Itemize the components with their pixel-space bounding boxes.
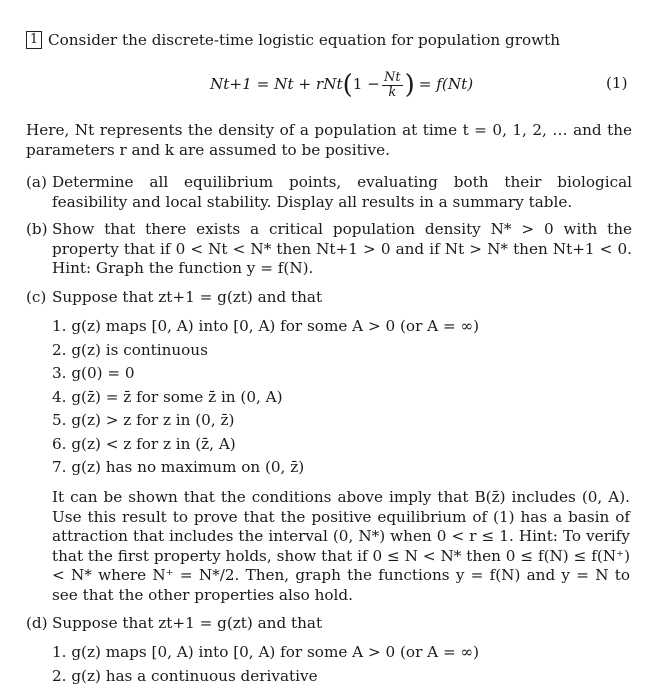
equation-paren-close: ) [404, 70, 415, 100]
list-item: 7. g(z) has no maximum on (0, z̄) [52, 458, 305, 476]
list-item: 6. g(z) < z for z in (z̄, A) [52, 434, 236, 453]
equation-paren-open: ( [342, 70, 353, 100]
part-text: Show that there exists a critical population density N* > 0 with the property that if 0 < Nt < N* then Nt+1 > 0 and if Nt > N* then Nt+1 < 0. Hint: Graph the function y = f(N). [52, 220, 632, 277]
logistic-equation [210, 64, 590, 106]
list-item: 3. g(0) = 0 [52, 364, 135, 382]
part-label: (a) [26, 173, 47, 191]
part-label: (c) [26, 288, 47, 306]
equation-right: = f(Nt) [418, 75, 474, 94]
part-label: (b) [26, 220, 48, 238]
part-label: (d) [26, 614, 48, 632]
list-item: 2. g(z) is continuous [52, 340, 208, 359]
equation-one-minus: 1 − [352, 75, 380, 94]
conditions-list-d [52, 643, 479, 690]
list-item: 2. g(z) has a continuous derivative [52, 666, 318, 685]
list-item: 1. g(z) maps [0, A) into [0, A) for some A > 0 (or A = ∞) [52, 643, 480, 661]
fraction-denominator: k [388, 84, 397, 100]
part-text: Suppose that zt+1 = g(zt) and that [52, 288, 323, 306]
equation-number: (1) [606, 74, 628, 92]
part-c-conclusion: It can be shown that the conditions above imply that B(z̄) includes (0, A). Use this result to prove that the positive equilibrium of (1) has a basin of attraction that includes the interval (0, N*) when 0 < r ≤ 1. Hint: To verify that the first property holds, show that if 0 ≤ N < N* then 0 ≤ f(N) ≤ f(N⁺) < N* where N⁺ = N*/2. Then, graph the functions y = f(N) and y = N to see that the other properties also hold. [52, 488, 630, 604]
fraction-numerator: Nt [383, 69, 401, 85]
list-item: 4. g(z̄) = z̄ for some z̄ in (0, A) [52, 387, 283, 406]
list-item: 5. g(z) > z for z in (0, z̄) [52, 411, 235, 429]
equation-left: Nt+1 = Nt + rNt [210, 75, 343, 94]
part-text: Determine all equilibrium points, evaluating both their biological feasibility and local stability. Display all results in a summary table. [52, 173, 632, 211]
list-item: 1. g(z) maps [0, A) into [0, A) for some A > 0 (or A = ∞) [52, 317, 480, 335]
problem-intro: Consider the discrete-time logistic equation for population growth [48, 31, 561, 49]
part-text: Suppose that zt+1 = g(zt) and that [52, 614, 323, 632]
definitions-paragraph: Here, Nt represents the density of a population at time t = 0, 1, 2, … and the parameters r and k are assumed to be positive. [26, 121, 632, 159]
problem-number-box: 1 [26, 31, 42, 49]
conditions-list-c [52, 317, 479, 482]
equation-fraction [382, 71, 403, 100]
